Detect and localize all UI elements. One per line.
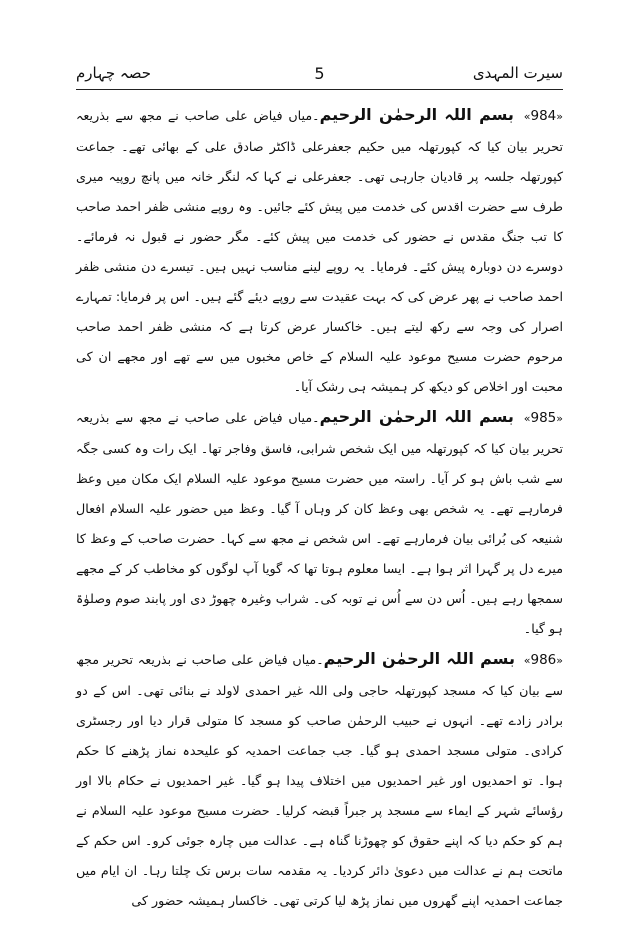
paragraph-985 (76, 402, 563, 644)
paragraph-986 (76, 644, 563, 916)
paragraph-number: «985» (523, 410, 563, 426)
paragraph-text: ۔میاں فیاض علی صاحب نے مجھ سے بذریعہ تحریر بیان کیا کہ کپورتھلہ میں حکیم جعفرعلی ڈاکٹر صادق علی کے بھائی تھے۔ جماعت کپورتھلہ جلسہ پر قادیان جارہی تھی۔ جعفرعلی نے کہا کہ لنگر خانہ میں پانچ روپیہ میری طرف سے حضرت اقدس کی خدمت میں پیش کئے جائیں۔ وہ روپے منشی ظفر احمد صاحب کا تب جنگ مقدس نے حضور کی خدمت میں پیش کئے۔ مگر حضور نے قبول نہ فرمائے۔ دوسرے دن دوبارہ پیش کئے۔ فرمایا۔ یہ روپے لینے مناسب نہیں ہیں۔ تیسرے دن منشی ظفر احمد صاحب نے پھر عرض کی کہ بہت عقیدت سے روپے دیئے گئے ہیں۔ اس پر فرمایا: تمہارے اصرار کی وجہ سے رکھ لیتے ہیں۔ خاکسار عرض کرتا ہے کہ منشی ظفر احمد صاحب مرحوم حضرت مسیح موعود علیہ السلام کے خاص مخبوں میں سے تھے اور مجھے ان کی محبت اور اخلاص کو دیکھ کر ہمیشہ ہی رشک آیا۔ (76, 108, 563, 394)
book-title: سیرت المہدی (472, 64, 563, 82)
page-number: 5 (314, 64, 325, 83)
paragraph-text: ۔میاں فیاض علی صاحب نے بذریعہ تحریر مجھ سے بیان کیا کہ مسجد کپورتھلہ حاجی ولی اللہ غیر احمدی لاولد نے بنائی تھی۔ اس کے دو برادر زادے تھے۔ انہوں نے حبیب الرحمٰن صاحب کو مسجد کا متولی قرار دیا اور رجسٹری کرادی۔ متولی مسجد احمدی ہو گیا۔ جب جماعت احمدیہ کو علیحدہ نماز پڑھنے کا حکم ہوا۔ تو احمدیوں اور غیر احمدیوں میں اختلاف پیدا ہو گیا۔ غیر احمدیوں نے حکام بالا اور رؤسائے شہر کے ایماء سے مسجد پر جبراً قبضہ کرلیا۔ حضرت مسیح موعود علیہ السلام نے ہم کو حکم دیا کہ اپنے حقوق کو چھوڑنا گناہ ہے۔ عدالت میں چارہ جوئی کرو۔ اس حکم کے ماتحت ہم نے عدالت میں دعویٰ دائر کردیا۔ یہ مقدمہ سات برس تک چلتا رہا۔ ان ایام میں جماعت احمدیہ اپنے گھروں میں نماز پڑھ لیا کرتی تھی۔ خاکسار ہمیشہ حضور کی (76, 652, 563, 908)
paragraph-number: «984» (523, 108, 563, 124)
bismillah-heading: بسم اللہ الرحمٰن الرحیم (323, 649, 515, 668)
bismillah-heading: بسم اللہ الرحمٰن الرحیم (319, 407, 514, 426)
paragraph-text: ۔میاں فیاض علی صاحب نے مجھ سے بذریعہ تحریر بیان کیا کہ کپورتھلہ میں ایک شخص شرابی، فاسق وفاجر تھا۔ ایک رات وہ کسی جگہ سے شب باش ہو کر آیا۔ راستہ میں حضرت مسیح موعود علیہ السلام ایک مکان میں وعظ فرمارہے تھے۔ یہ شخص بھی وعظ کان کر وہاں آ گیا۔ وعظ میں حضور علیہ السلام افعال شنیعہ کی بُرائی بیان فرمارہے تھے۔ اس شخص نے مجھ سے کہا۔ حضرت صاحب کے وعظ کا میرے دل پر گہرا اثر ہوا ہے۔ ایسا معلوم ہوتا تھا کہ گویا آپ لوگوں کو مخاطب کر کے مجھے سمجھا رہے ہیں۔ اُس دن سے اُس نے توبہ کی۔ شراب وغیرہ چھوڑ دی اور پابند صوم وصلوٰۃ ہو گیا۔ (76, 410, 563, 636)
page-body (76, 100, 563, 916)
bismillah-heading: بسم اللہ الرحمٰن الرحیم (319, 105, 514, 124)
part-title: حصہ چہارم (76, 64, 151, 82)
header-divider (76, 89, 563, 90)
paragraph-984 (76, 100, 563, 402)
page-header (76, 58, 563, 90)
paragraph-number: «986» (523, 652, 564, 668)
